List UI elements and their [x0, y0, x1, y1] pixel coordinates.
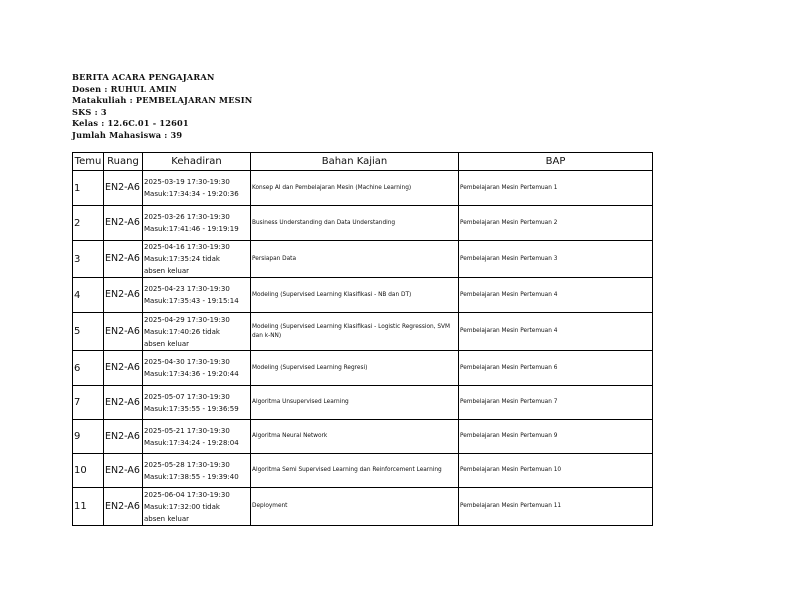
room-cell: EN2-A6: [104, 488, 143, 526]
attendance-schedule: 2025-05-21 17:30-19:30: [144, 426, 230, 435]
attendance-schedule: 2025-04-29 17:30-19:30: [144, 315, 230, 324]
topic-cell: Algoritma Neural Network: [251, 420, 459, 454]
attendance-schedule: 2025-06-04 17:30-19:30: [144, 490, 230, 499]
topic-cell: Modeling (Supervised Learning Regresi): [251, 351, 459, 386]
attendance-checkin: Masuk:17:32:00 tidak: [144, 502, 220, 511]
attendance-checkin: Masuk:17:38:55 - 19:39:40: [144, 472, 239, 481]
room-cell: EN2-A6: [104, 351, 143, 386]
room-cell: EN2-A6: [104, 386, 143, 420]
bap-cell: Pembelajaran Mesin Pertemuan 2: [459, 206, 653, 241]
attendance-cell: [143, 420, 251, 454]
column-header-kehadiran: Kehadiran: [143, 153, 251, 171]
column-header-bap: BAP: [459, 153, 653, 171]
student-count-line: Jumlah Mahasiswa : 39: [72, 129, 183, 140]
attendance-cell: [143, 386, 251, 420]
topic-cell: Persiapan Data: [251, 241, 459, 278]
document-header: [72, 72, 252, 142]
attendance-cell: [143, 454, 251, 488]
attendance-note: absen keluar: [144, 339, 190, 348]
attendance-cell: [143, 488, 251, 526]
attendance-checkin: Masuk:17:34:34 - 19:20:36: [144, 190, 239, 198]
table-row: [73, 206, 653, 241]
attendance-schedule: 2025-04-23 17:30-19:30: [144, 285, 230, 293]
meeting-number: 7: [73, 386, 104, 420]
topic-cell: Konsep AI dan Pembelajaran Mesin (Machine Learning): [251, 171, 459, 206]
room-cell: EN2-A6: [104, 241, 143, 278]
table-row: [73, 351, 653, 386]
attendance-checkin: Masuk:17:41:46 - 19:19:19: [144, 225, 239, 233]
attendance-schedule: 2025-05-28 17:30-19:30: [144, 460, 230, 469]
room-cell: EN2-A6: [104, 454, 143, 488]
attendance-cell: [143, 278, 251, 313]
topic-cell: Modeling (Supervised Learning Klasifikasi - NB dan DT): [251, 278, 459, 313]
room-cell: EN2-A6: [104, 278, 143, 313]
attendance-note: absen keluar: [144, 514, 190, 523]
table-row: [73, 420, 653, 454]
table-row: [73, 313, 653, 351]
teaching-report-table: [72, 152, 653, 526]
attendance-cell: [143, 241, 251, 278]
bap-cell: Pembelajaran Mesin Pertemuan 1: [459, 171, 653, 206]
attendance-note: absen keluar: [144, 267, 190, 275]
table-row: [73, 386, 653, 420]
bap-cell: Pembelajaran Mesin Pertemuan 10: [459, 454, 653, 488]
table-row: [73, 241, 653, 278]
class-line: Kelas : 12.6C.01 - 12601: [72, 118, 189, 129]
meeting-number: 2: [73, 206, 104, 241]
bap-cell: Pembelajaran Mesin Pertemuan 6: [459, 351, 653, 386]
bap-cell: Pembelajaran Mesin Pertemuan 3: [459, 241, 653, 278]
bap-cell: Pembelajaran Mesin Pertemuan 4: [459, 313, 653, 351]
column-header-ruang: Ruang: [104, 153, 143, 171]
attendance-checkin: Masuk:17:35:24 tidak: [144, 255, 220, 263]
meeting-number: 4: [73, 278, 104, 313]
lecturer-line: Dosen : RUHUL AMIN: [72, 83, 177, 94]
meeting-number: 3: [73, 241, 104, 278]
table-row: [73, 171, 653, 206]
attendance-schedule: 2025-04-16 17:30-19:30: [144, 243, 230, 251]
topic-cell: Business Understanding dan Data Understanding: [251, 206, 459, 241]
attendance-cell: [143, 206, 251, 241]
attendance-schedule: 2025-03-26 17:30-19:30: [144, 213, 230, 221]
room-cell: EN2-A6: [104, 420, 143, 454]
room-cell: EN2-A6: [104, 206, 143, 241]
meeting-number: 6: [73, 351, 104, 386]
topic-cell: Algoritma Semi Supervised Learning dan Reinforcement Learning: [251, 454, 459, 488]
meeting-number: 11: [73, 488, 104, 526]
attendance-cell: [143, 171, 251, 206]
attendance-cell: [143, 313, 251, 351]
attendance-checkin: Masuk:17:34:24 - 19:28:04: [144, 438, 239, 447]
topic-cell: Modeling (Supervised Learning Klasifikasi - Logistic Regression, SVM dan k-NN): [251, 313, 459, 351]
document-title: BERITA ACARA PENGAJARAN: [72, 72, 215, 82]
meeting-number: 5: [73, 313, 104, 351]
course-line: Matakuliah : PEMBELAJARAN MESIN: [72, 95, 253, 106]
attendance-checkin: Masuk:17:40:26 tidak: [144, 327, 220, 336]
bap-cell: Pembelajaran Mesin Pertemuan 11: [459, 488, 653, 526]
meeting-number: 1: [73, 171, 104, 206]
table-row: [73, 488, 653, 526]
attendance-checkin: Masuk:17:35:55 - 19:36:59: [144, 404, 239, 413]
column-header-temu: Temu: [73, 153, 104, 171]
room-cell: EN2-A6: [104, 313, 143, 351]
table-row: [73, 278, 653, 313]
bap-cell: Pembelajaran Mesin Pertemuan 4: [459, 278, 653, 313]
bap-cell: Pembelajaran Mesin Pertemuan 7: [459, 386, 653, 420]
attendance-schedule: 2025-05-07 17:30-19:30: [144, 392, 230, 401]
topic-cell: Algoritma Unsupervised Learning: [251, 386, 459, 420]
attendance-checkin: Masuk:17:35:43 - 19:15:14: [144, 297, 239, 305]
meeting-number: 10: [73, 454, 104, 488]
topic-cell: Deployment: [251, 488, 459, 526]
bap-cell: Pembelajaran Mesin Pertemuan 9: [459, 420, 653, 454]
table-row: [73, 454, 653, 488]
credits-line: SKS : 3: [72, 106, 107, 117]
attendance-schedule: 2025-04-30 17:30-19:30: [144, 358, 230, 366]
table-header-row: [73, 153, 653, 171]
room-cell: EN2-A6: [104, 171, 143, 206]
attendance-cell: [143, 351, 251, 386]
attendance-checkin: Masuk:17:34:36 - 19:20:44: [144, 370, 239, 378]
column-header-bahan-kajian: Bahan Kajian: [251, 153, 459, 171]
meeting-number: 9: [73, 420, 104, 454]
attendance-schedule: 2025-03-19 17:30-19:30: [144, 178, 230, 186]
